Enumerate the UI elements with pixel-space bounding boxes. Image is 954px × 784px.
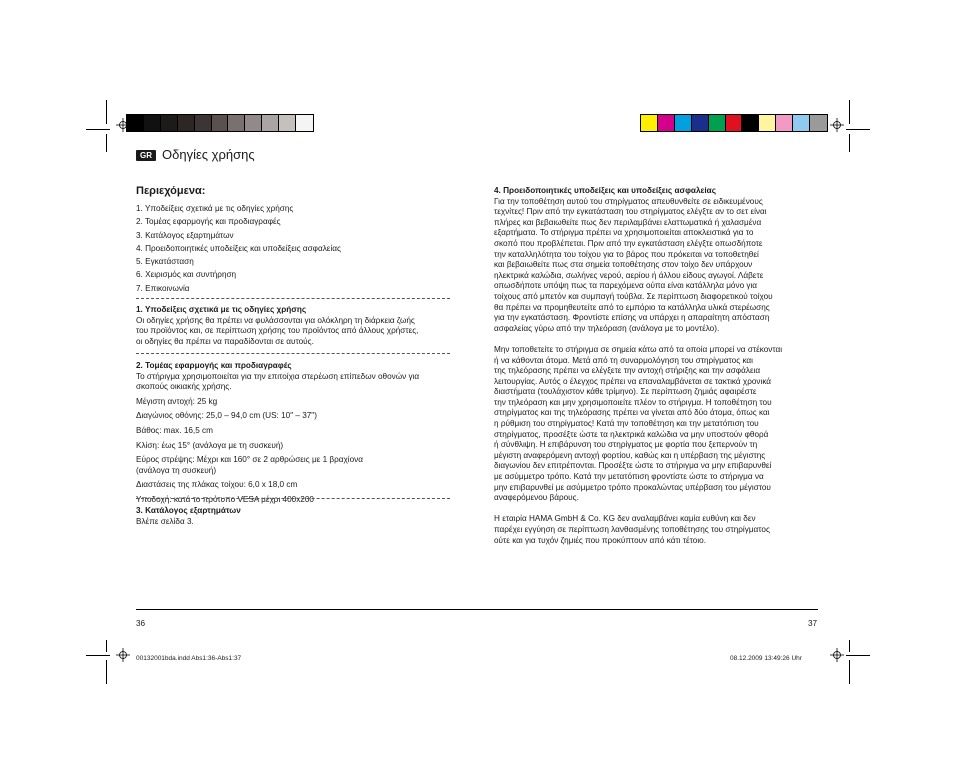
language-badge: GR (136, 150, 156, 161)
color-swatch (658, 115, 675, 131)
crop-mark (86, 129, 110, 130)
crop-mark (849, 660, 850, 684)
text-line: λειτουργίας. Αυτός ο έλεγχος πρέπει να επαναλαμβάνεται σε τακτικά χρονικά (494, 376, 772, 386)
section-2-title: 2. Τομέας εφαρμογής και προδιαγραφές (136, 361, 292, 370)
color-swatch (793, 115, 810, 131)
text-line: Μην τοποθετείτε το στήριγμα σε σημεία κάτω από τα οποία μπορεί να στέκονται (494, 344, 783, 354)
text-line: ασφαλείας γύρω από την τηλεόραση (ανάλογα με το μοντέλο). (494, 323, 720, 333)
section-4-paragraph-3 (494, 514, 782, 546)
color-swatch (692, 115, 709, 131)
text-line: αναφερόμενου βάρους. (494, 493, 579, 503)
text-line: της τηλεόρασης πρέπει να ελέγξετε την αντοχή στήριξης και την ασφάλεια (494, 366, 761, 376)
text-line: οι οδηγίες θα πρέπει να παραδίδονται σε αυτούς. (136, 336, 314, 346)
print-slug-file: 00132001bda.indd Abs1:36-Abs1:37 (136, 655, 242, 662)
text-line: του προϊόντος και, σε περίπτωση χρήσης του προϊόντος από άλλους χρήστες, (136, 326, 419, 336)
registration-mark-icon (830, 118, 844, 132)
crop-mark (106, 640, 107, 652)
spec-swivel: Εύρος στρέψης: Μέχρι και 160° σε 2 αρθρώσεις με 1 βραχίονα (136, 455, 364, 465)
section-4-title: 4. Προειδοποιητικές υποδείξεις και υποδείξεις ασφαλείας (494, 186, 716, 195)
text-line: Το στήριγμα χρησιμοποιείται για την επιτοίχια στερέωση επίπεδων οθονών για (136, 371, 420, 381)
gray-swatch (212, 115, 229, 131)
section-4-paragraph-2 (494, 345, 782, 504)
spec-tilt: Κλίση: έως 15° (ανάλογα με τη συσκευή) (136, 440, 284, 450)
toc-item: 7. Επικοινωνία (136, 283, 190, 293)
gray-swatch (279, 115, 296, 131)
spec-max-load: Μέγιστη αντοχή: 25 kg (136, 396, 218, 406)
spec-depth: Βάθος: max. 16,5 cm (136, 425, 213, 435)
text-line: με ασύμμετρο τρόπο. Κατά την μετατόπιση φροντίστε ώστε το στήριγμα να (494, 472, 764, 482)
text-line: στηρίγματος και της τηλεόρασης πρέπει να γίνεται από δύο άτομα, όπως και (494, 408, 770, 418)
section-4 (494, 186, 782, 546)
toc-item: 1. Υποδείξεις σχετικά με τις οδηγίες χρήσης (136, 204, 294, 213)
gray-swatch (127, 115, 144, 131)
text-line: σκοπούς οικιακής χρήσης. (136, 382, 232, 392)
text-line: την τηλεόραση και μην χρησιμοποιείτε πλέον το στήριγμα. Η τοποθέτηση του (494, 397, 772, 407)
crop-mark (849, 100, 850, 124)
section-2 (136, 361, 419, 506)
gray-swatch (228, 115, 245, 131)
text-line: πλήρες και βεβαιωθείτε πως δεν περιλαμβάνει ελαττωματικά ή χαλασμένα (494, 217, 762, 227)
text-line: ηλεκτρικά καλώδια, σωλήνες νερού, αερίου ή άλλου είδους αγωγοί. Λάβετε (494, 270, 764, 280)
crop-mark (846, 129, 870, 130)
crop-mark (106, 134, 107, 152)
gray-swatch (195, 115, 212, 131)
text-line: Οι οδηγίες χρήσης θα πρέπει να φυλάσσονται για ολόκληρη τη διάρκεια ζωής (136, 315, 415, 325)
registration-mark-icon (830, 648, 844, 662)
color-swatch (810, 115, 827, 131)
text-line: διαγωνίου δεν επιτρέπονται. Προσέξτε ώστε το στήριγμα να μην επιβαρυνθεί (494, 461, 772, 471)
page-title: Οδηγίες χρήσης (162, 147, 255, 162)
text-line: για την εγκατάσταση. Φροντίστε επίσης να υπάρχει η απαραίτητη απόσταση (494, 313, 770, 323)
spec-screen-diagonal: Διαγώνιος οθόνης: 25,0 – 94,0 cm (US: 10" – 37") (136, 411, 317, 421)
footer-rule (136, 609, 818, 610)
text-line: ούτε και για τυχόν ζημιές που προκύπτουν από κάτι τέτοιο. (494, 535, 706, 545)
section-3-text: Βλέπε σελίδα 3. (136, 516, 194, 526)
dashed-divider (136, 298, 450, 299)
text-line: διαστήματα (τουλάχιστον κάθε τρίμηνο). Σε περίπτωση ζημιάς αφαιρέστε (494, 387, 757, 397)
crop-mark (849, 134, 850, 152)
text-line: την καταλληλότητα του τοίχου για το βάρος που πρόκειται να τοποθετηθεί (494, 249, 759, 259)
spec-vesa: Υποδοχή: κατά το πρότυπο VESA μέχρι 400x200 (136, 494, 314, 504)
page-number-right: 37 (808, 619, 818, 628)
text-line: τοίχους από μπετόν και συμπαγή τούβλα. Σε περίπτωση διαφορετικού τοίχου (494, 291, 773, 301)
text-line: μην επιβαρυνθεί με ασύμμετρο τρόπο προκαλώντας υπέρβαση του μέγιστου (494, 482, 771, 492)
text-line: παρέχει εγγύηση σε περίπτωση λανθασμένης τοποθέτησης του στηρίγματος (494, 525, 770, 534)
gray-swatch (245, 115, 262, 131)
gray-swatch (262, 115, 279, 131)
text-line: μέγιστη αναφερόμενη αντοχή φορτίου, καθώς και η υπέρβαση της μέγιστης (494, 450, 766, 460)
section-1 (136, 305, 418, 347)
text-line: τεχνίτες! Πριν από την εγκατάσταση του στηρίγματος ελέγξτε αν το σετ είναι (494, 207, 767, 217)
color-control-bar (640, 114, 828, 132)
gray-swatch (144, 115, 161, 131)
crop-mark (106, 660, 107, 684)
text-line: στηρίγματος, προσέξτε ώστε τα ηλεκτρικά καλώδια να μην υποστούν φθορά (494, 429, 769, 439)
color-swatch (759, 115, 776, 131)
section-3 (136, 506, 241, 527)
color-swatch (709, 115, 726, 131)
crop-mark (846, 655, 870, 656)
toc-item: 2. Τομέας εφαρμογής και προδιαγραφές (136, 217, 281, 227)
gray-swatch (161, 115, 178, 131)
toc-list (136, 202, 341, 295)
text-line: ή να κάθονται άτομα. Μετά από τη συναρμολόγηση του στηρίγματος και (494, 355, 753, 365)
text-line: θα πρέπει να προμηθευτείτε από το εμπόριο τα κατάλληλα υλικά στερέωσης (494, 302, 770, 312)
text-line: ή σύνθλιψη. Η επιβάρυνση του στηρίγματος με φορτία που ξεπερνούν τη (494, 440, 758, 450)
spec-swivel-note: (ανάλογα τη συσκευή) (136, 465, 217, 475)
toc-item: 3. Κατάλογος εξαρτημάτων (136, 230, 234, 240)
dashed-divider (136, 498, 450, 499)
toc-item: 4. Προειδοποιητικές υποδείξεις και υποδείξεις ασφαλείας (136, 243, 341, 253)
toc-item: 6. Χειρισμός και συντήρηση (136, 270, 237, 280)
toc-item: 5. Εγκατάσταση (136, 257, 194, 267)
spec-wall-plate: Διαστάσεις της πλάκας τοίχου: 6,0 x 18,0 cm (136, 480, 298, 490)
text-line: και βεβαιωθείτε πως στα σημεία τοποθέτησης στον τοίχο δεν υπάρχουν (494, 260, 753, 270)
color-swatch (742, 115, 759, 131)
text-line: Η εταιρία HAMA GmbH & Co. KG δεν αναλαμβάνει καμία ευθύνη και δεν (494, 514, 756, 524)
page-number-left: 36 (136, 619, 146, 628)
crop-mark (849, 640, 850, 652)
dashed-divider (136, 353, 450, 354)
section-1-body (136, 316, 418, 348)
gray-swatch (296, 115, 313, 131)
section-4-paragraph-1 (494, 197, 782, 335)
color-swatch (641, 115, 658, 131)
text-line: Για την τοποθέτηση αυτού του στηρίγματος απευθυνθείτε σε ειδικευμένους (494, 196, 763, 206)
print-slug-date: 08.12.2009 13:49:26 Uhr (730, 655, 802, 662)
grayscale-control-bar (126, 114, 314, 132)
text-line: εξαρτήματα. Το στήριγμα πρέπει να χρησιμοποιείται αποκλειστικά για το (494, 228, 754, 238)
section-2-intro (136, 372, 419, 393)
section-3-title: 3. Κατάλογος εξαρτημάτων (136, 506, 241, 515)
crop-mark (86, 655, 110, 656)
color-swatch (776, 115, 793, 131)
registration-mark-icon (116, 648, 130, 662)
gray-swatch (178, 115, 195, 131)
text-line: οπωσδήποτε υπόψη πως τα παρεχόμενα ούπα είναι κατάλληλα μόνο για (494, 281, 758, 291)
color-swatch (726, 115, 743, 131)
toc-heading: Περιεχόμενα: (136, 185, 206, 197)
text-line: η ρύθμιση του στηρίγματος! Κατά την τοποθέτηση και την μετατόπιση του (494, 419, 759, 429)
crop-mark (106, 100, 107, 124)
section-1-title: 1. Υποδείξεις σχετικά με τις οδηγίες χρήσης (136, 305, 307, 314)
text-line: σκοπό που προβλέπεται. Πριν από την εγκατάσταση ελέγξτε οπωσδήποτε (494, 238, 763, 248)
color-swatch (675, 115, 692, 131)
